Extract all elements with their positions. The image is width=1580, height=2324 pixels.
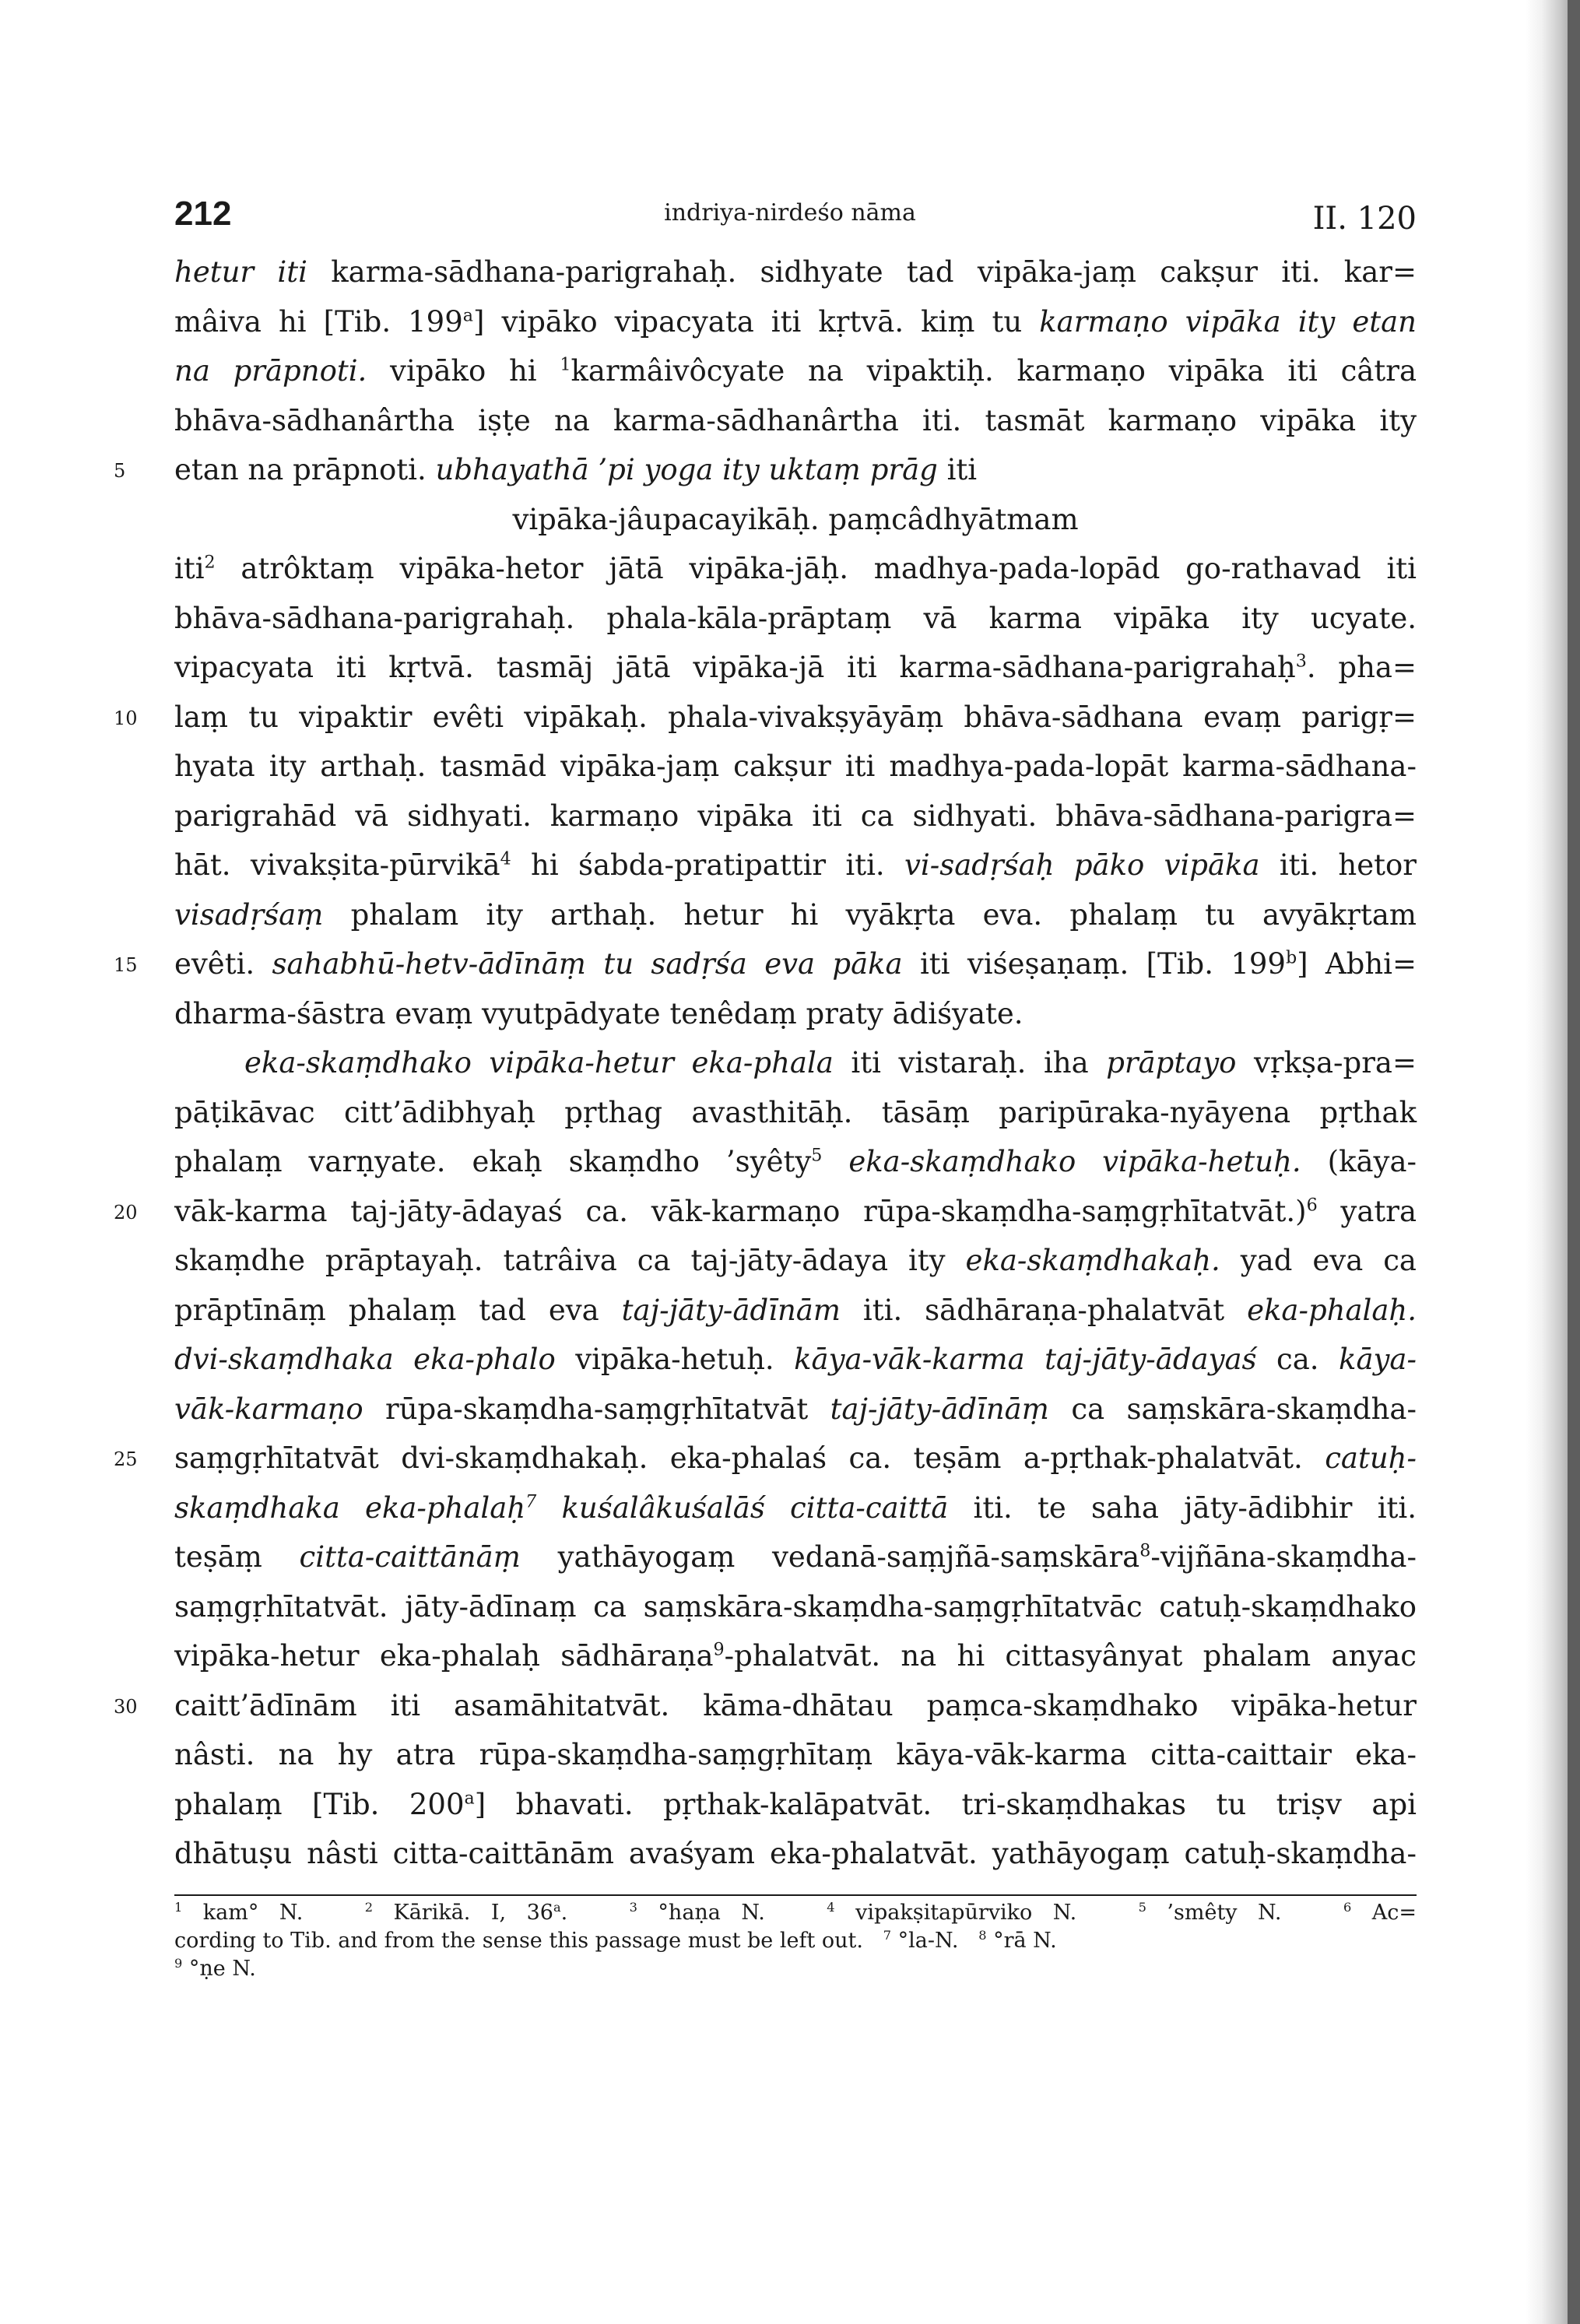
text-line: skaṃdhe prāptayaḥ. tatrâiva ca taj-jāty-ādaya ity eka-skaṃdhakaḥ. yad eva ca — [174, 1244, 1417, 1277]
text-line: 25 saṃgṛhītatvāt dvi-skaṃdhakaḥ. eka-phalaś ca. teṣām a-pṛthak-phalatvāt. catuḥ- — [174, 1434, 1417, 1483]
line-number: 10 — [114, 707, 138, 729]
line-number: 30 — [114, 1695, 138, 1718]
text-line: dharma-śāstra evaṃ vyutpādyate tenêdaṃ praty ādiśyate. — [174, 996, 1023, 1030]
text-line: bhāva-sādhanârtha iṣṭe na karma-sādhanârtha iti. tasmāt karmaṇo vipāka ity — [174, 403, 1417, 437]
text-line: 30 caitt’ādīnām iti asamāhitatvāt. kāma-dhātau paṃca-skaṃdhako vipāka-hetur — [174, 1681, 1417, 1731]
text-line: na prāpnoti. vipāko hi $^1$karmâivôcyate na vipaktiḥ. karmaṇo vipāka iti câtra — [174, 354, 1417, 388]
text-line: 10 laṃ tu vipaktir evêti vipākaḥ. phala-vivakṣyāyāṃ bhāva-sādhana evaṃ parigṛ= — [174, 693, 1417, 742]
line-number: 5 — [114, 460, 126, 482]
text-line: mâiva hi [Tib. 199$^a$] vipāko vipacyata iti kṛtvā. kiṃ tu karmaṇo vipāka ity etan — [174, 304, 1417, 339]
text-line: nâsti. na hy atra rūpa-skaṃdha-saṃgṛhītaṃ kāya-vāk-karma citta-caittair eka- — [174, 1738, 1417, 1771]
footnote-line: $^1$ kam° N. $^2$ Kārikā. I, 36$^a$. $^3$ °haṇa N. $^4$ vipakṣitapūrviko N. $^5$ ’smêty N. $^6$ Ac= — [174, 1900, 1417, 1925]
footnotes — [174, 1899, 1417, 1983]
page-header — [0, 195, 1580, 241]
line-number: 25 — [114, 1448, 138, 1470]
section-reference: II. 120 — [1312, 201, 1417, 237]
text-line: prāptīnāṃ phalaṃ tad eva taj-jāty-ādīnām iti. sādhāraṇa-phalatvāt eka-phalaḥ. — [174, 1293, 1417, 1327]
text-line: hetur iti karma-sādhana-parigrahaḥ. sidhyate tad vipāka-jaṃ cakṣur iti. kar= — [174, 255, 1417, 289]
text-line: pāṭikāvac citt’ādibhyaḥ pṛthag avasthitāḥ. tāsāṃ paripūraka-nyāyena pṛthak — [174, 1095, 1417, 1129]
running-title: indriya-nirdeśo nāma — [664, 199, 916, 226]
text-line: skaṃdhaka eka-phalaḥ$^7$ kuśalâkuśalāś citta-caittā iti. te saha jāty-ādibhir iti. — [174, 1490, 1417, 1525]
text-line: hāt. vivakṣita-pūrvikā$^4$ hi śabda-pratipattir iti. vi-sadṛśaḥ pāko vipāka iti. hetor — [174, 848, 1417, 882]
footnote-line: $^9$ °ṇe N. — [174, 1956, 256, 1981]
text-line: 20 vāk-karma taj-jāty-ādayaś ca. vāk-karmaṇo rūpa-skaṃdha-saṃgṛhītatvāt.)$^6$ yatra — [174, 1187, 1417, 1237]
text-line: phalaṃ varṇyate. ekaḥ skaṃdho ’syêty$^5$ eka-skaṃdhako vipāka-hetuḥ. (kāya- — [174, 1145, 1417, 1178]
text-line: eka-skaṃdhako vipāka-hetur eka-phala iti vistaraḥ. iha prāptayo vṛkṣa-pra= — [244, 1046, 1417, 1080]
text-line: vipāka-jâupacayikāḥ. paṃcâdhyātmam — [512, 502, 1079, 536]
text-line: iti$^2$ atrôktaṃ vipāka-hetor jātā vipāka-jāḥ. madhya-pada-lopād go-rathavad iti — [174, 552, 1417, 585]
text-line: bhāva-sādhana-parigrahaḥ. phala-kāla-prāptaṃ vā karma vipāka ity ucyate. — [174, 601, 1417, 635]
text-line: 15 evêti. sahabhū-hetv-ādīnāṃ tu sadṛśa eva pāka iti viśeṣaṇaṃ. [Tib. 199$^b$] Abhi= — [174, 939, 1417, 989]
text-line: vipacyata iti kṛtvā. tasmāj jātā vipāka-jā iti karma-sādhana-parigrahaḥ$^3$. pha= — [174, 651, 1417, 684]
text-line: hyata ity arthaḥ. tasmād vipāka-jaṃ cakṣur iti madhya-pada-lopāt karma-sādhana- — [174, 750, 1417, 783]
text-line: parigrahād vā sidhyati. karmaṇo vipāka iti ca sidhyati. bhāva-sādhana-parigra= — [174, 799, 1417, 833]
text-line: phalaṃ [Tib. 200$^a$] bhavati. pṛthak-kalāpatvāt. tri-skaṃdhakas tu triṣv api — [174, 1787, 1417, 1821]
page-number: 212 — [174, 195, 232, 233]
text-line: saṃgṛhītatvāt. jāty-ādīnaṃ ca saṃskāra-skaṃdha-saṃgṛhītatvāc catuḥ-skaṃdhako — [174, 1589, 1417, 1624]
text-line: visadṛśaṃ phalam ity arthaḥ. hetur hi vyākṛta eva. phalaṃ tu avyākṛtam — [174, 897, 1417, 932]
line-number: 15 — [114, 954, 138, 976]
text-line: vāk-karmaṇo rūpa-skaṃdha-saṃgṛhītatvāt taj-jāty-ādīnāṃ ca saṃskāra-skaṃdha- — [174, 1392, 1417, 1426]
text-line: dhātuṣu nâsti citta-caittānām avaśyam eka-phalatvāt. yathāyogaṃ catuḥ-skaṃdha- — [174, 1837, 1417, 1870]
footnote-divider — [174, 1894, 1417, 1896]
scan-shadow-edge-dark — [1568, 0, 1580, 2324]
text-line: 5 etan na prāpnoti. ubhayathā ’pi yoga ity uktaṃ prāg iti — [174, 445, 1417, 495]
main-text — [114, 247, 1417, 1879]
footnote-line: cording to Tib. and from the sense this passage must be left out. $^7$ °la-N. $^8$ °rā N. — [174, 1928, 1057, 1953]
text-line: vipāka-hetur eka-phalaḥ sādhāraṇa$^9$-phalatvāt. na hi cittasyânyat phalam anyac — [174, 1639, 1417, 1673]
text-line: dvi-skaṃdhaka eka-phalo vipāka-hetuḥ. kāya-vāk-karma taj-jāty-ādayaś ca. kāya- — [174, 1343, 1417, 1376]
text-line: teṣāṃ citta-caittānāṃ yathāyogaṃ vedanā-saṃjñā-saṃskāra$^8$-vijñāna-skaṃdha- — [174, 1540, 1417, 1574]
line-number: 20 — [114, 1201, 138, 1223]
